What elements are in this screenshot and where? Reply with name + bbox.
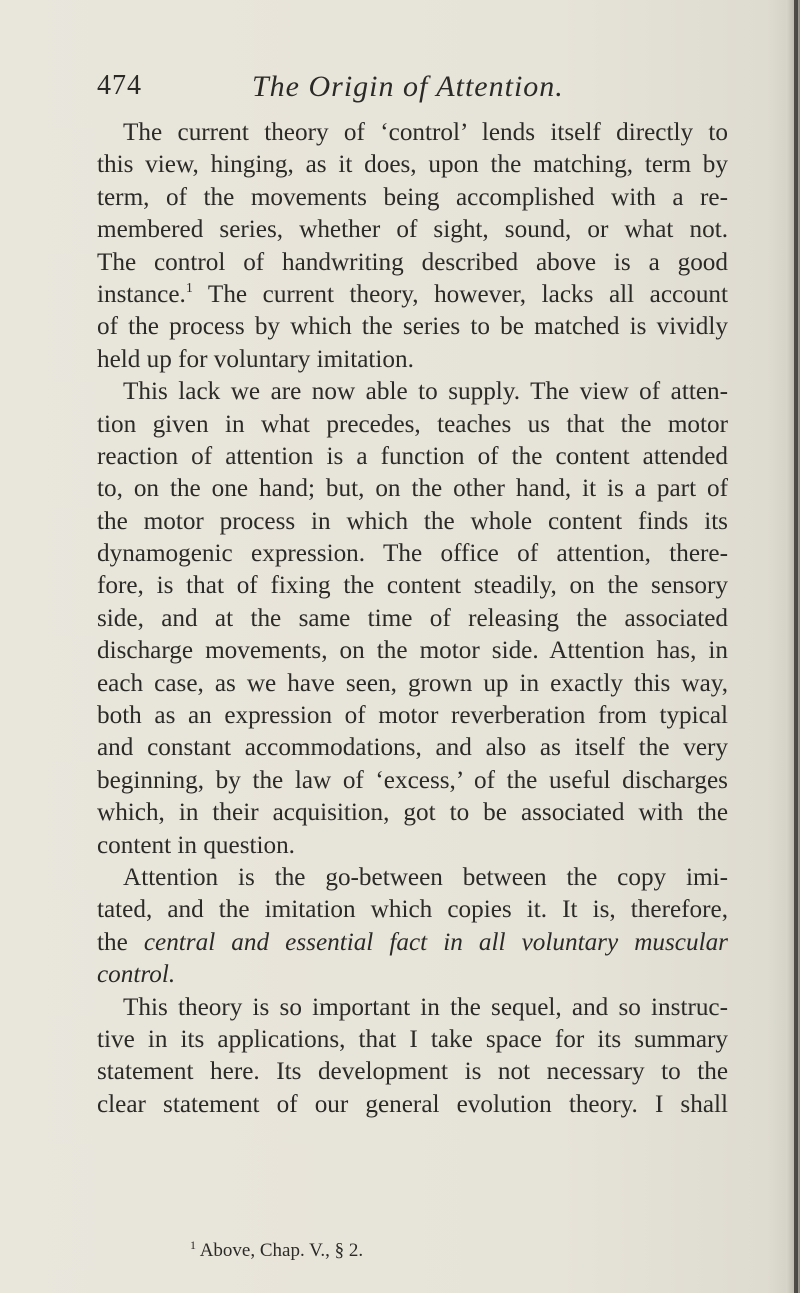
text-line: tion given in what precedes, teaches us that the motor — [97, 410, 728, 438]
text-line: The control of handwriting described above is a good — [97, 248, 728, 276]
text-line: membered series, whether of sight, sound, or what not. — [97, 216, 728, 244]
text-line: content in question. — [97, 831, 295, 859]
text-line: dynamogenic expression. The office of attention, there- — [97, 540, 728, 568]
page-number: 474 — [97, 70, 142, 101]
text-line: discharge movements, on the motor side. Attention has, in — [97, 637, 728, 665]
text-line: each case, as we have seen, grown up in exactly this way, — [97, 669, 728, 697]
running-header — [97, 70, 697, 110]
text-line — [97, 927, 728, 959]
text-line: tated, and the imitation which copies it. It is, therefore, — [97, 896, 728, 924]
text-line: reaction of attention is a function of the content attended — [97, 442, 728, 470]
text-line: side, and at the same time of releasing the associated — [97, 604, 728, 632]
text-fragment: the — [97, 928, 144, 956]
italic-emphasis: central and essential fact in all voluntary muscular — [143, 928, 728, 956]
text-line: this view, hinging, as it does, upon the matching, term by — [97, 151, 728, 179]
text-line — [97, 279, 728, 311]
page-edge-line — [794, 0, 798, 1293]
text-line: of the process by which the series to be matched is vividly — [97, 313, 728, 341]
text-line: to, on the one hand; but, on the other hand, it is a part of — [97, 475, 728, 503]
footnote-marker: 1 — [190, 1238, 196, 1252]
text-line: beginning, by the law of ‘excess,’ of the useful discharges — [97, 766, 728, 794]
text-line: tive in its applications, that I take space for its summary — [97, 1025, 728, 1053]
text-line: This theory is so important in the sequel, and so instruc- — [123, 993, 728, 1021]
text-line: both as an expression of motor reverberation from typical — [97, 702, 728, 730]
text-fragment: The current theory, however, lacks all account — [192, 280, 728, 308]
text-fragment: instance. — [97, 280, 186, 308]
text-line: clear statement of our general evolution theory. I shall — [97, 1090, 728, 1118]
text-line: control. — [97, 961, 176, 989]
text-line: and constant accommodations, and also as itself the very — [97, 734, 728, 762]
footnote-reference: 1 — [185, 280, 193, 296]
body-text — [97, 117, 728, 1121]
running-title: The Origin of Attention. — [252, 70, 564, 103]
text-line: This lack we are now able to supply. The view of atten- — [123, 378, 728, 406]
text-line: fore, is that of fixing the content steadily, on the sensory — [97, 572, 728, 600]
text-line: Attention is the go-between between the copy imi- — [123, 863, 728, 891]
text-line: held up for voluntary imitation. — [97, 345, 414, 373]
text-line: which, in their acquisition, got to be associated with the — [97, 799, 728, 827]
footnote — [190, 1240, 363, 1262]
text-line: The current theory of ‘control’ lends itself directly to — [123, 119, 728, 146]
footnote-text: Above, Chap. V., § 2. — [196, 1240, 364, 1261]
text-line: the motor process in which the whole content finds its — [97, 507, 728, 535]
text-line: term, of the movements being accomplished with a re- — [97, 183, 728, 211]
text-line: statement here. Its development is not necessary to the — [97, 1058, 728, 1086]
